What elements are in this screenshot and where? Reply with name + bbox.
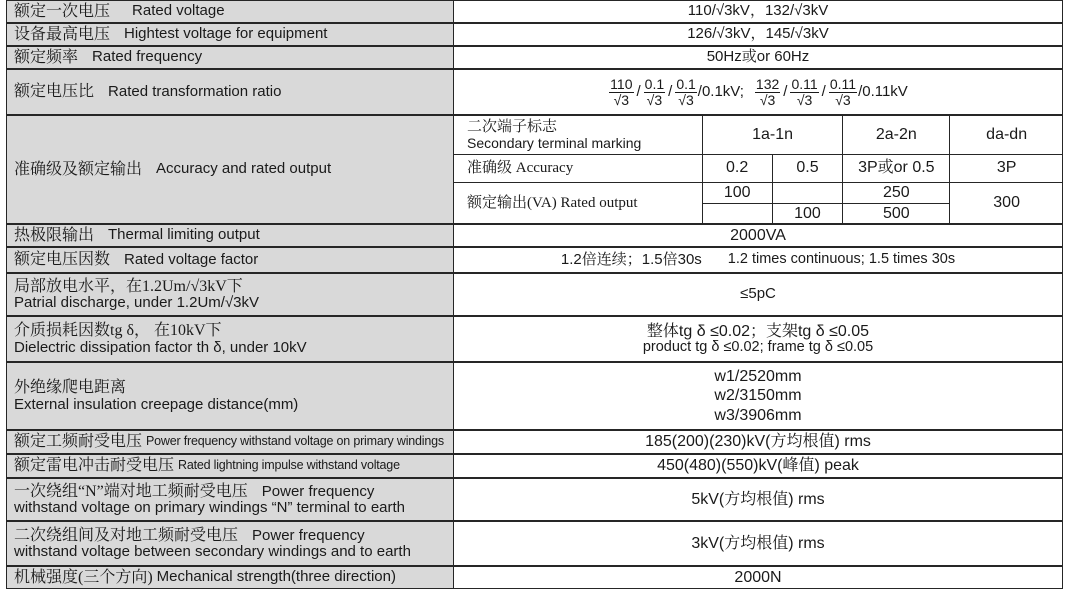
label-zh: 额定频率 bbox=[14, 48, 79, 66]
row-highest-voltage bbox=[6, 23, 1063, 46]
row-value: 2000N bbox=[453, 566, 1063, 589]
row-label bbox=[6, 521, 453, 566]
output-value: 300 bbox=[950, 183, 1063, 225]
row-rated-voltage bbox=[6, 0, 1063, 23]
row-label bbox=[6, 69, 453, 115]
fraction-numerator: 0.1 bbox=[676, 75, 696, 92]
row-label bbox=[6, 23, 453, 46]
row-mechanical-strength bbox=[6, 566, 1063, 589]
label-zh: 额定一次电压 bbox=[14, 2, 111, 20]
row-label bbox=[6, 0, 453, 23]
label-en-b: withstand voltage on primary windings “N” terminal to earth bbox=[14, 499, 406, 517]
row-value bbox=[453, 247, 1063, 273]
row-value: 110/√3kV，132/√3kV bbox=[453, 0, 1063, 23]
fraction-denominator: √3 bbox=[796, 91, 813, 108]
output-value bbox=[702, 204, 772, 225]
row-value bbox=[453, 362, 1063, 430]
label-en: Thermal limiting output bbox=[108, 226, 260, 244]
label-line bbox=[14, 483, 453, 500]
row-label bbox=[6, 224, 453, 247]
label-en: Hightest voltage for equipment bbox=[124, 25, 328, 43]
marking-label-en: Secondary terminal marking bbox=[467, 134, 642, 151]
fraction-numerator: 0.11 bbox=[791, 75, 818, 92]
label-line bbox=[14, 527, 453, 544]
label-en-a: Power frequency bbox=[261, 482, 375, 500]
fraction-denominator: √3 bbox=[835, 91, 851, 108]
label-en: Rated lightning impulse withstand voltage bbox=[178, 458, 400, 473]
accuracy-value: 0.2 bbox=[702, 155, 772, 183]
row-n-terminal-withstand bbox=[6, 478, 1063, 521]
row-label bbox=[6, 316, 453, 362]
fraction-numerator: 132 bbox=[755, 75, 780, 92]
row-value: 3kV(方均根值) rms bbox=[453, 521, 1063, 566]
row-voltage-factor bbox=[6, 247, 1063, 273]
fraction-denominator: √3 bbox=[678, 91, 694, 108]
label-en: Rated voltage bbox=[132, 2, 225, 20]
creepage-value: w3/3906mm bbox=[714, 406, 802, 424]
row-label bbox=[6, 273, 453, 316]
row-transformation-ratio bbox=[6, 69, 1063, 115]
row-accuracy-output bbox=[6, 115, 1063, 224]
row-value: 126/√3kV，145/√3kV bbox=[453, 23, 1063, 46]
fraction-denominator: √3 bbox=[646, 91, 663, 108]
row-partial-discharge bbox=[6, 273, 1063, 316]
label-en: Rated transformation ratio bbox=[108, 82, 282, 100]
slash: / bbox=[636, 82, 641, 100]
ratio-fraction bbox=[675, 77, 696, 107]
accuracy-block bbox=[453, 115, 1063, 224]
value-zh: 整体tg δ ≤0.02；支架tg δ ≤0.05 bbox=[646, 322, 870, 340]
value-zh: 1.2倍连续；1.5倍30s bbox=[560, 250, 702, 268]
ratio-fraction bbox=[644, 77, 665, 107]
fraction-numerator: 110 bbox=[610, 75, 633, 92]
label-zh: 额定电压比 bbox=[14, 83, 95, 101]
marking-1a-1n: 1a-1n bbox=[702, 116, 843, 155]
label-zh: 二次绕组间及对地工频耐受电压 bbox=[14, 526, 239, 544]
ratio-tail: /0.1kV; bbox=[697, 82, 744, 100]
row-label bbox=[6, 46, 453, 69]
row-power-frequency-withstand bbox=[6, 430, 1063, 454]
label-en: Power frequency withstand voltage on primary windings bbox=[146, 434, 444, 449]
output-value: 500 bbox=[843, 204, 950, 225]
ratio-fraction bbox=[755, 77, 780, 107]
label-zh: 准确级及额定输出 bbox=[14, 160, 143, 178]
row-label bbox=[6, 247, 453, 273]
row-secondary-withstand bbox=[6, 521, 1063, 566]
label-en: Dielectric dissipation factor th δ, under 10kV bbox=[14, 338, 307, 356]
fraction-numerator: 0.1 bbox=[644, 75, 665, 92]
label-zh: 热极限输出 bbox=[14, 226, 95, 244]
row-value: ≤5pC bbox=[453, 273, 1063, 316]
row-label bbox=[6, 115, 453, 224]
row-lightning-impulse bbox=[6, 454, 1063, 478]
output-label: 额定输出(VA) Rated output bbox=[454, 183, 703, 225]
ratio-fraction bbox=[829, 77, 857, 107]
label-zh: 机械强度(三个方向) bbox=[14, 568, 153, 586]
marking-da-dn: da-dn bbox=[950, 116, 1063, 155]
slash: / bbox=[668, 82, 673, 100]
row-label bbox=[6, 454, 453, 478]
row-value: 2000VA bbox=[453, 224, 1063, 247]
label-zh: 一次绕组“N”端对地工频耐受电压 bbox=[14, 482, 248, 500]
label-en: Patrial discharge, under 1.2Um/√3kV bbox=[14, 294, 260, 312]
accuracy-value: 0.5 bbox=[772, 155, 843, 183]
label-en: Rated voltage factor bbox=[124, 250, 259, 268]
label-zh: 局部放电水平，在1.2Um/√3kV下 bbox=[14, 277, 243, 295]
label-zh: 设备最高电压 bbox=[14, 25, 111, 43]
row-value: 450(480)(550)kV(峰值) peak bbox=[453, 454, 1063, 478]
slash: / bbox=[821, 82, 826, 100]
creepage-value: w1/2520mm bbox=[714, 368, 802, 386]
output-value bbox=[772, 183, 843, 204]
accuracy-value: 3P或or 0.5 bbox=[843, 155, 950, 183]
ratio-value bbox=[453, 69, 1063, 115]
row-rated-frequency bbox=[6, 46, 1063, 69]
label-en: External insulation creepage distance(mm) bbox=[14, 395, 299, 413]
value-en: product tg δ ≤0.02; frame tg δ ≤0.05 bbox=[642, 338, 874, 355]
slash: / bbox=[783, 82, 788, 100]
row-value: 50Hz或or 60Hz bbox=[453, 46, 1063, 69]
accuracy-label: 准确级 Accuracy bbox=[454, 155, 703, 183]
label-zh: 介质损耗因数tg δ， 在10kV下 bbox=[14, 322, 222, 340]
fraction-denominator: √3 bbox=[613, 91, 630, 108]
fraction-numerator: 0.11 bbox=[829, 75, 857, 92]
label-zh: 外绝缘爬电距离 bbox=[14, 379, 127, 397]
ratio-fraction bbox=[609, 77, 633, 107]
label-en: Rated frequency bbox=[92, 48, 203, 66]
row-thermal-output bbox=[6, 224, 1063, 247]
row-label bbox=[6, 566, 453, 589]
label-en-a: Power frequency bbox=[252, 526, 365, 544]
row-label bbox=[6, 430, 453, 454]
creepage-value: w2/3150mm bbox=[714, 387, 802, 405]
row-dielectric-dissipation bbox=[6, 316, 1063, 362]
output-value: 100 bbox=[772, 204, 843, 225]
value-en: 1.2 times continuous; 1.5 times 30s bbox=[727, 251, 956, 268]
row-value: 185(200)(230)kV(方均根值) rms bbox=[453, 430, 1063, 454]
ratio-fraction bbox=[790, 77, 818, 107]
row-label bbox=[6, 478, 453, 521]
marking-label-zh: 二次端子标志 bbox=[467, 118, 558, 135]
fraction-denominator: √3 bbox=[759, 91, 776, 108]
label-zh: 额定电压因数 bbox=[14, 251, 111, 269]
row-label bbox=[6, 362, 453, 430]
ratio-tail: /0.11kV bbox=[858, 82, 908, 100]
label-zh: 额定雷电冲击耐受电压 bbox=[14, 457, 175, 475]
output-value: 250 bbox=[843, 183, 950, 204]
row-creepage-distance bbox=[6, 362, 1063, 430]
accuracy-table bbox=[453, 115, 1063, 224]
output-value: 100 bbox=[702, 183, 772, 204]
row-value: 5kV(方均根值) rms bbox=[453, 478, 1063, 521]
marking-2a-2n: 2a-2n bbox=[843, 116, 950, 155]
accuracy-value: 3P bbox=[950, 155, 1063, 183]
label-en-b: withstand voltage between secondary windings and to earth bbox=[14, 543, 411, 561]
label-en: Accuracy and rated output bbox=[156, 160, 332, 178]
label-en: Mechanical strength(three direction) bbox=[156, 568, 396, 586]
row-value bbox=[453, 316, 1063, 362]
label-zh: 额定工频耐受电压 bbox=[14, 433, 143, 451]
marking-label-cell bbox=[454, 116, 703, 155]
